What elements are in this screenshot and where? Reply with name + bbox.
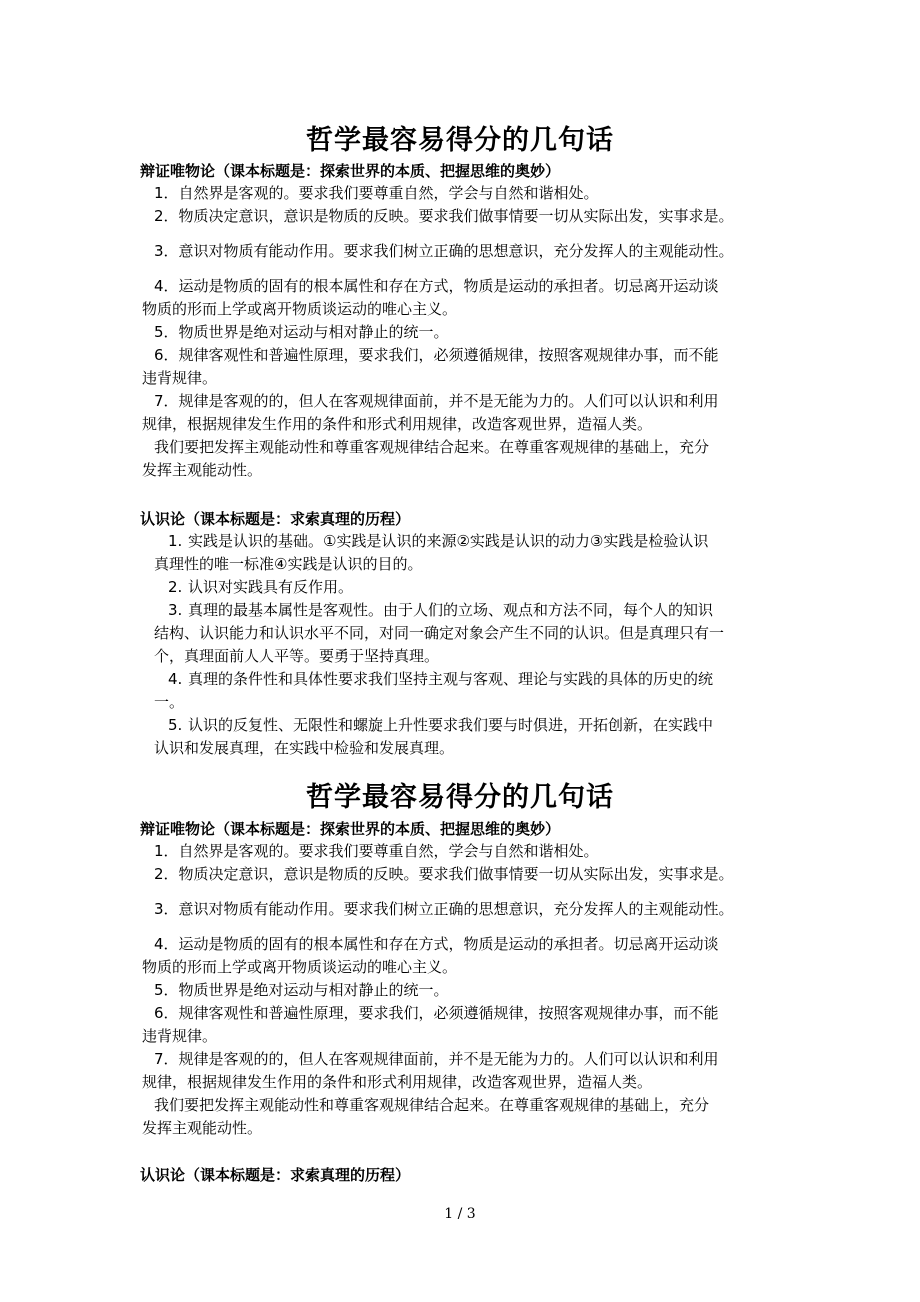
paragraph: 4．运动是物质的固有的根本属性和存在方式，物质是运动的承担者。切忌离开运动谈 — [154, 277, 719, 295]
section-heading: 认识论（课本标题是：求索真理的历程） — [140, 1166, 411, 1184]
section-dialectical-materialism — [140, 160, 790, 482]
paragraph: 发挥主观能动性。 — [142, 1119, 263, 1137]
paragraph: 5．物质世界是绝对运动与相对静止的统一。 — [154, 323, 449, 341]
section-dialectical-materialism-repeat — [140, 818, 790, 1140]
paragraph: 7．规律是客观的的，但人在客观规律面前，并不是无能为力的。人们可以认识和利用 — [154, 1050, 719, 1068]
paragraph: 真理性的唯一标准④实践是认识的目的。 — [154, 555, 423, 573]
paragraph: 2. 认识对实践具有反作用。 — [168, 578, 354, 596]
paragraph: 3．意识对物质有能动作用。要求我们树立正确的思想意识，充分发挥人的主观能动性。 — [154, 242, 734, 260]
section-heading: 认识论（课本标题是：求索真理的历程） — [140, 510, 411, 528]
paragraph: 违背规律。 — [142, 369, 218, 387]
paragraph: 3. 真理的最基本属性是客观性。由于人们的立场、观点和方法不同，每个人的知识 — [168, 601, 714, 619]
page-title-repeat: 哲学最容易得分的几句话 — [306, 782, 614, 813]
paragraph: 6．规律客观性和普遍性原理，要求我们，必须遵循规律，按照客观规律办事，而不能 — [154, 346, 719, 364]
paragraph: 物质的形而上学或离开物质谈运动的唯心主义。 — [142, 958, 458, 976]
paragraph: 1．自然界是客观的。要求我们要尊重自然，学会与自然和谐相处。 — [154, 184, 599, 202]
paragraph: 结构、认识能力和认识水平不同，对同一确定对象会产生不同的认识。但是真理只有一 — [154, 624, 725, 642]
section-heading: 辩证唯物论（课本标题是：探索世界的本质、把握思维的奥妙） — [140, 162, 561, 180]
paragraph: 规律，根据规律发生作用的条件和形式利用规律，改造客观世界，造福人类。 — [142, 415, 653, 433]
section-heading: 辩证唯物论（课本标题是：探索世界的本质、把握思维的奥妙） — [140, 820, 561, 838]
paragraph: 6．规律客观性和普遍性原理，要求我们，必须遵循规律，按照客观规律办事，而不能 — [154, 1004, 719, 1022]
paragraph: 5. 认识的反复性、无限性和螺旋上升性要求我们要与时俱进，开拓创新，在实践中 — [168, 716, 714, 734]
paragraph: 我们要把发挥主观能动性和尊重客观规律结合起来。在尊重客观规律的基础上，充分 — [154, 438, 710, 456]
paragraph: 5．物质世界是绝对运动与相对静止的统一。 — [154, 981, 449, 999]
paragraph: 2．物质决定意识，意识是物质的反映。要求我们做事情要一切从实际出发，实事求是。 — [154, 865, 734, 883]
page-number: 1 / 3 — [444, 1206, 476, 1222]
page-title: 哲学最容易得分的几句话 — [306, 125, 614, 156]
paragraph: 3．意识对物质有能动作用。要求我们树立正确的思想意识，充分发挥人的主观能动性。 — [154, 900, 734, 918]
paragraph: 个，真理面前人人平等。要勇于坚持真理。 — [154, 647, 440, 665]
paragraph: 物质的形而上学或离开物质谈运动的唯心主义。 — [142, 300, 458, 318]
paragraph: 违背规律。 — [142, 1027, 218, 1045]
paragraph: 4．运动是物质的固有的根本属性和存在方式，物质是运动的承担者。切忌离开运动谈 — [154, 935, 719, 953]
paragraph: 认识和发展真理，在实践中检验和发展真理。 — [154, 739, 455, 757]
paragraph: 7．规律是客观的的，但人在客观规律面前，并不是无能为力的。人们可以认识和利用 — [154, 392, 719, 410]
section-epistemology — [140, 508, 790, 760]
paragraph: 我们要把发挥主观能动性和尊重客观规律结合起来。在尊重客观规律的基础上，充分 — [154, 1096, 710, 1114]
paragraph: 1. 实践是认识的基础。①实践是认识的来源②实践是认识的动力③实践是检验认识 — [168, 532, 709, 550]
paragraph: 一。 — [154, 693, 185, 711]
paragraph: 规律，根据规律发生作用的条件和形式利用规律，改造客观世界，造福人类。 — [142, 1073, 653, 1091]
section-epistemology-repeat — [140, 1164, 790, 1186]
paragraph: 2．物质决定意识，意识是物质的反映。要求我们做事情要一切从实际出发，实事求是。 — [154, 207, 734, 225]
paragraph: 4. 真理的条件性和具体性要求我们坚持主观与客观、理论与实践的具体的历史的统 — [168, 670, 714, 688]
paragraph: 发挥主观能动性。 — [142, 461, 263, 479]
paragraph: 1．自然界是客观的。要求我们要尊重自然，学会与自然和谐相处。 — [154, 842, 599, 860]
